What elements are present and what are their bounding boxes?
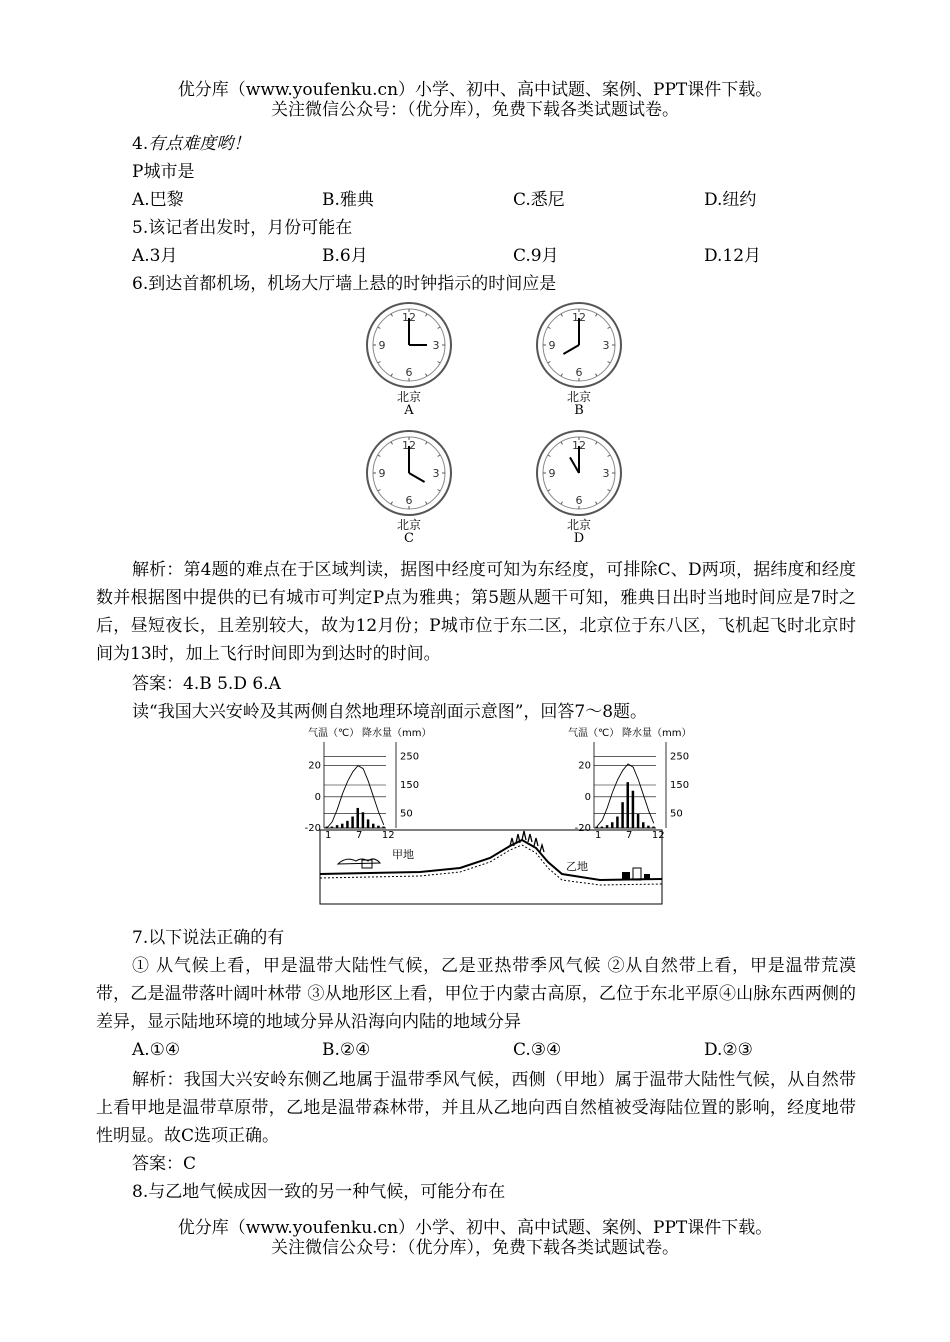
clock-label: C [404, 531, 414, 546]
q4-stem: P城市是 [132, 162, 195, 182]
clock-numeral: 9 [378, 467, 386, 480]
clock-tick [391, 442, 393, 445]
clock-tick [438, 455, 441, 457]
profile-frame [320, 830, 662, 904]
precip-tick: 50 [400, 808, 413, 820]
precip-bar [611, 822, 614, 828]
temp-tick: 20 [308, 760, 321, 772]
clock-tick [378, 327, 381, 329]
clock-tick [596, 502, 598, 505]
forest-symbol [510, 831, 544, 852]
town-symbol [622, 868, 650, 880]
clock-c-icon [364, 428, 454, 518]
q5-stem: 5.该记者出发时，月份可能在 [132, 218, 353, 238]
clock-tick [548, 327, 551, 329]
precip-bar [601, 827, 604, 828]
q5-option-d: D.12月 [704, 246, 762, 266]
temp-axis-label: 气温（℃） [308, 728, 360, 739]
clock-numeral: 6 [405, 494, 413, 507]
footer-line-1: 优分库（www.youfenku.cn）小学、初中、高中试题、案例、PPT课件下载。 [177, 1218, 773, 1238]
clock-tick [426, 374, 428, 377]
clock-tick [596, 442, 598, 445]
clock-numeral: 3 [602, 339, 610, 352]
temp-tick: -20 [304, 823, 321, 834]
climate-chart-right [568, 726, 691, 841]
precip-bar [596, 827, 599, 828]
clock-numeral: 12 [402, 311, 416, 324]
clock-tick [426, 442, 428, 445]
clock-tick [561, 442, 563, 445]
intro-7-8: 读“我国大兴安岭及其两侧自然地理环境剖面示意图”，回答7～8题。 [132, 702, 648, 722]
precip-bar [647, 826, 650, 828]
precip-bar [606, 825, 609, 828]
clock-label: A [404, 403, 414, 418]
grassland-village-symbol [338, 859, 380, 868]
precip-bar [616, 817, 619, 828]
clock-caption [359, 518, 459, 546]
clock-numeral: 9 [548, 467, 556, 480]
temperature-curve [597, 764, 654, 826]
clock-tick [426, 314, 428, 317]
answer-2: 答案：C [132, 1154, 197, 1174]
q7-option-c: C.③④ [513, 1040, 562, 1060]
clock-tick [438, 327, 441, 329]
clock-tick [548, 362, 551, 364]
clock-city: 北京 [396, 518, 421, 532]
clock-numeral: 6 [405, 366, 413, 379]
clock-city: 北京 [566, 390, 591, 404]
clock-numeral: 6 [575, 366, 583, 379]
clock-hour-hand [409, 473, 425, 482]
clock-tick [378, 490, 381, 492]
clock-tick [561, 374, 563, 377]
clock-hour-hand [570, 457, 579, 473]
q5-option-b: B.6月 [322, 246, 368, 266]
clock-tick [548, 490, 551, 492]
clock-tick [548, 455, 551, 457]
clock-numeral: 3 [432, 467, 440, 480]
clock-tick [608, 362, 611, 364]
clock-tick [426, 502, 428, 505]
month-tick: 1 [595, 830, 602, 841]
clock-tick [608, 327, 611, 329]
temp-axis-label: 气温（℃） [568, 728, 620, 739]
q5-option-a: A.3月 [132, 246, 178, 266]
precip-tick: 150 [400, 780, 420, 791]
precip-tick: 50 [670, 808, 683, 820]
clock-tick [608, 455, 611, 457]
month-tick: 12 [381, 830, 395, 841]
q7-option-b: B.②④ [322, 1040, 371, 1060]
precip-bar [621, 802, 624, 828]
q6-stem: 6.到达首都机场，机场大厅墙上悬的时钟指示的时间应是 [132, 274, 557, 294]
clock-tick [391, 374, 393, 377]
temp-tick: 20 [578, 760, 591, 772]
q7-option-d: D.②③ [704, 1040, 753, 1060]
precip-bar [357, 808, 360, 828]
precip-bar [372, 824, 375, 828]
clock-numeral: 12 [572, 311, 586, 324]
clock-caption [529, 518, 629, 546]
clock-numeral: 6 [575, 494, 583, 507]
clock-tick [596, 314, 598, 317]
climate-chart-left [305, 726, 432, 841]
temp-tick: 0 [584, 791, 591, 803]
clock-label: D [573, 531, 585, 546]
clock-numeral: 9 [548, 339, 556, 352]
precip-bar [362, 812, 365, 828]
month-tick: 1 [325, 830, 332, 841]
q8-stem: 8.与乙地气候成因一致的另一种气候，可能分布在 [132, 1182, 506, 1202]
clock-caption [529, 390, 629, 418]
clock-d-icon [534, 428, 624, 518]
clock-city: 北京 [566, 518, 591, 532]
clock-hour-hand [563, 345, 579, 354]
month-tick: 7 [356, 830, 363, 841]
precip-bar [367, 819, 370, 828]
precip-tick: 250 [670, 751, 690, 763]
temp-tick: 0 [314, 791, 321, 803]
clock-tick [596, 374, 598, 377]
clock-a-icon [364, 300, 454, 390]
q4-option-c: C.悉尼 [513, 190, 565, 210]
profile-diagram [300, 722, 692, 905]
precip-bar [377, 826, 380, 828]
clock-tick [391, 314, 393, 317]
clock-tick [608, 490, 611, 492]
analysis-2: 解析：我国大兴安岭东侧乙地属于温带季风气候，西侧（甲地）属于温带大陆性气候，从自然带上看甲地是温带草原带，乙地是温带森林带，并且从乙地向西自然植被受海陆位置的影响，经度地带性明显。故C选项正确。 [96, 1070, 856, 1146]
q4-option-d: D.纽约 [704, 190, 757, 210]
precip-bar [346, 821, 349, 828]
precip-tick: 250 [400, 751, 420, 763]
q5-option-c: C.9月 [513, 246, 559, 266]
clock-tick [561, 314, 563, 317]
header-line-1: 优分库（www.youfenku.cn）小学、初中、高中试题、案例、PPT课件下载。 [177, 80, 773, 100]
footer-line-2: 关注微信公众号：（优分库），免费下载各类试题试卷。 [271, 1238, 679, 1258]
q4-option-a: A.巴黎 [132, 190, 184, 210]
month-tick: 12 [651, 830, 665, 841]
precip-bar [637, 814, 640, 828]
clock-tick [378, 455, 381, 457]
precip-bar [336, 825, 339, 828]
precip-bar [627, 782, 630, 828]
answer-1: 答案：4.B 5.D 6.A [132, 674, 281, 694]
clock-label: B [574, 403, 584, 418]
precip-bar [331, 827, 334, 828]
clock-city: 北京 [396, 390, 421, 404]
q7-option-a: A.①④ [132, 1040, 181, 1060]
analysis-1: 解析：第4题的难点在于区域判读，据图中经度可知为东经度，可排除C、D两项，据纬度和经度数并根据图中提供的已有城市可判定P点为雅典；第5题从题干可知，雅典日出时当地时间应是7时之后，昼短夜长，且差别较大，故为12月份；P城市位于东二区，北京位于东八区，飞机起飞时北京时间为13时，加上飞行时间即为到达时的时间。 [96, 560, 856, 664]
precip-bar [652, 827, 655, 828]
q7-body: ① 从气候上看，甲是温带大陆性气候，乙是亚热带季风气候 ②从自然带上看，甲是温带荒漠带，乙是温带落叶阔叶林带 ③从地形区上看，甲位于内蒙古高原，乙位于东北平原④山脉东西两侧的差异，显示陆地环境的地域分异从沿海向内陆的地域分异 [96, 956, 856, 1032]
site-a-label: 甲地 [392, 848, 414, 861]
precip-bar [351, 817, 354, 828]
q4-number: 4. [132, 134, 149, 154]
header-line-2: 关注微信公众号：（优分库），免费下载各类试题试卷。 [271, 100, 679, 120]
clock-tick [391, 502, 393, 505]
clock-numeral: 12 [572, 439, 586, 452]
clock-numeral: 3 [432, 339, 440, 352]
clock-tick [438, 362, 441, 364]
site-b-label: 乙地 [566, 860, 588, 873]
precip-tick: 150 [670, 780, 690, 791]
clock-numeral: 12 [402, 439, 416, 452]
q7-stem: 7.以下说法正确的有 [132, 928, 285, 948]
temp-tick: -20 [574, 823, 591, 834]
precip-bar [642, 822, 645, 828]
clock-tick [438, 490, 441, 492]
clock-numeral: 9 [378, 339, 386, 352]
precip-axis-label: 降水量（mm） [362, 728, 432, 739]
precip-bar [341, 824, 344, 828]
clock-tick [378, 362, 381, 364]
precip-bar [632, 791, 635, 828]
clock-tick [561, 502, 563, 505]
clock-numeral: 3 [602, 467, 610, 480]
clock-b-icon [534, 300, 624, 390]
q4-heading [132, 132, 250, 156]
q4-note: 有点难度哟！ [148, 134, 251, 154]
clock-caption [359, 390, 459, 418]
month-tick: 7 [626, 830, 633, 841]
precip-axis-label: 降水量（mm） [622, 728, 692, 739]
q4-option-b: B.雅典 [322, 190, 374, 210]
precip-bar [382, 827, 385, 828]
